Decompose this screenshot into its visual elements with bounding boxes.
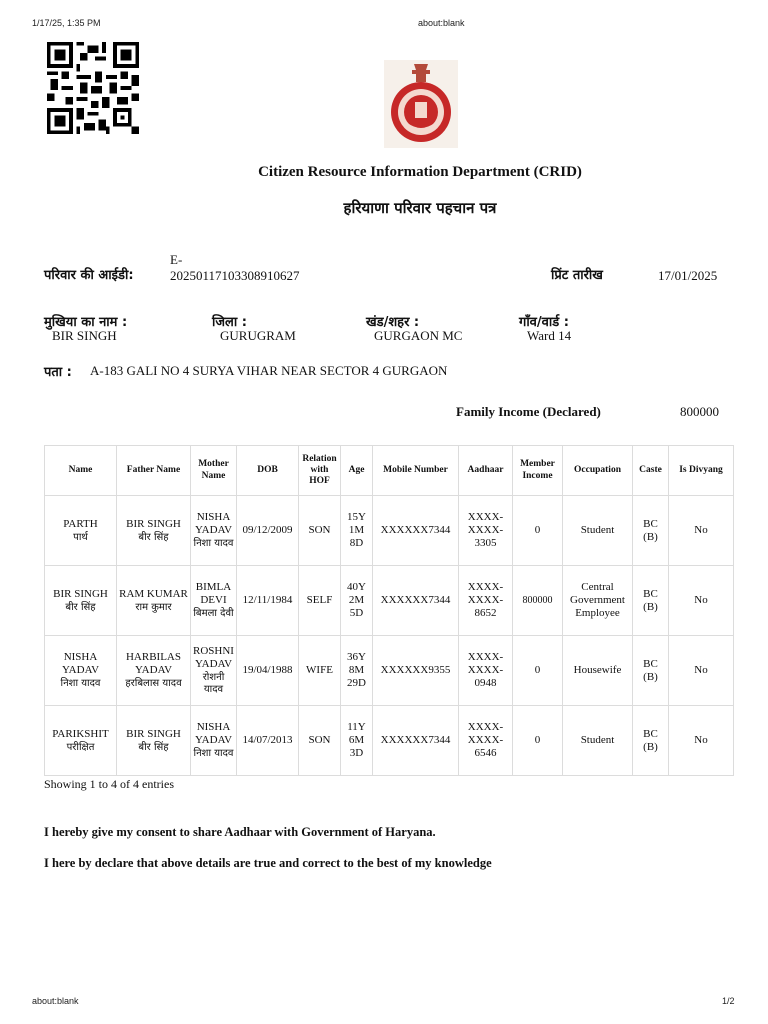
divyang-cell: No xyxy=(669,566,734,636)
relation-cell: SELF xyxy=(299,566,341,636)
table-row xyxy=(45,706,734,776)
col-member-income: Member Income xyxy=(513,446,563,496)
mother-name-hindi: रोशनी यादव xyxy=(202,671,225,696)
father-name: RAM KUMAR xyxy=(119,587,188,600)
print-date-label: प्रिंट तारीख xyxy=(551,268,603,283)
aadhaar-cell: XXXX-XXXX-0948 xyxy=(459,636,513,706)
age-cell: 15Y 1M 8D xyxy=(341,496,373,566)
page-number: 1/2 xyxy=(722,996,735,1006)
col-mother-name: Mother Name xyxy=(191,446,237,496)
member-name: PARTH xyxy=(63,517,98,530)
col-caste: Caste xyxy=(633,446,669,496)
member-name-cell xyxy=(45,496,117,566)
father-name-cell xyxy=(117,566,191,636)
father-name: BIR SINGH xyxy=(126,517,181,530)
dob-cell: 14/07/2013 xyxy=(237,706,299,776)
table-row xyxy=(45,496,734,566)
village-value: Ward 14 xyxy=(527,328,572,343)
occupation-cell: Housewife xyxy=(563,636,633,706)
col-age: Age xyxy=(341,446,373,496)
haryana-emblem-logo xyxy=(384,60,458,148)
member-name-cell xyxy=(45,566,117,636)
table-row xyxy=(45,636,734,706)
district-value: GURUGRAM xyxy=(220,328,296,343)
address-value: A-183 GALI NO 4 SURYA VIHAR NEAR SECTOR 4 GURGAON xyxy=(90,363,448,378)
address-label: पता : xyxy=(44,365,72,380)
member-name-hindi: निशा यादव xyxy=(60,677,101,689)
father-name-hindi: बीर सिंह xyxy=(138,741,169,753)
block-value: GURGAON MC xyxy=(374,328,463,343)
mother-name-cell xyxy=(191,566,237,636)
dob-cell: 09/12/2009 xyxy=(237,496,299,566)
aadhaar-consent-text: I hereby give my consent to share Aadhaar with Government of Haryana. xyxy=(44,825,436,839)
col-mobile: Mobile Number xyxy=(373,446,459,496)
table-header-row xyxy=(45,446,734,496)
qr-code xyxy=(44,42,142,134)
member-name: PARIKSHIT xyxy=(52,727,109,740)
divyang-cell: No xyxy=(669,636,734,706)
village-label: गाँव/वार्ड : xyxy=(519,315,569,330)
caste-cell: BC (B) xyxy=(633,566,669,636)
page-subtitle: हरियाणा परिवार पहचान पत्र xyxy=(343,199,497,217)
occupation-cell: Central Government Employee xyxy=(563,566,633,636)
member-name: BIR SINGH xyxy=(53,587,108,600)
divyang-cell: No xyxy=(669,706,734,776)
father-name-cell xyxy=(117,496,191,566)
member-income-cell: 0 xyxy=(513,636,563,706)
footer-url: about:blank xyxy=(32,996,79,1006)
member-income-cell: 0 xyxy=(513,706,563,776)
mother-name: NISHA YADAV xyxy=(194,721,233,747)
occupation-cell: Student xyxy=(563,496,633,566)
member-name-cell xyxy=(45,706,117,776)
aadhaar-cell: XXXX-XXXX-6546 xyxy=(459,706,513,776)
father-name: BIR SINGH xyxy=(126,727,181,740)
mother-name-cell xyxy=(191,636,237,706)
father-name-hindi: राम कुमार xyxy=(135,601,172,613)
col-relation: Relation with HOF xyxy=(299,446,341,496)
father-name: HARBILAS YADAV xyxy=(125,651,181,677)
member-income-cell: 800000 xyxy=(513,566,563,636)
table-row xyxy=(45,566,734,636)
mobile-cell: XXXXXX9355 xyxy=(373,636,459,706)
aadhaar-cell: XXXX-XXXX-3305 xyxy=(459,496,513,566)
member-name-hindi: पार्थ xyxy=(73,531,88,543)
mobile-cell: XXXXXX7344 xyxy=(373,706,459,776)
occupation-cell: Student xyxy=(563,706,633,776)
print-url: about:blank xyxy=(418,18,465,28)
page-title: Citizen Resource Information Department (CRID) xyxy=(258,164,582,180)
print-datetime: 1/17/25, 1:35 PM xyxy=(32,18,101,28)
block-label: खंड/शहर : xyxy=(366,315,420,330)
relation-cell: WIFE xyxy=(299,636,341,706)
member-name-hindi: बीर सिंह xyxy=(65,601,96,613)
member-name: NISHA YADAV xyxy=(61,651,100,677)
mobile-cell: XXXXXX7344 xyxy=(373,566,459,636)
col-divyang: Is Divyang xyxy=(669,446,734,496)
col-occupation: Occupation xyxy=(563,446,633,496)
dob-cell: 12/11/1984 xyxy=(237,566,299,636)
member-name-hindi: परीक्षित xyxy=(66,741,95,753)
father-name-hindi: हरबिलास यादव xyxy=(125,677,182,689)
district-label: जिला : xyxy=(212,315,247,330)
divyang-cell: No xyxy=(669,496,734,566)
age-cell: 11Y 6M 3D xyxy=(341,706,373,776)
print-date-value: 17/01/2025 xyxy=(658,268,718,283)
mother-name-hindi: निशा यादव xyxy=(193,747,234,759)
family-id-label: परिवार की आईडी: xyxy=(44,268,134,283)
relation-cell: SON xyxy=(299,706,341,776)
family-income-value: 800000 xyxy=(680,404,719,419)
col-father-name: Father Name xyxy=(117,446,191,496)
member-income-cell: 0 xyxy=(513,496,563,566)
dob-cell: 19/04/1988 xyxy=(237,636,299,706)
mother-name: ROSHNI YADAV xyxy=(193,644,234,670)
mother-name: NISHA YADAV xyxy=(194,511,233,537)
aadhaar-cell: XXXX-XXXX-8652 xyxy=(459,566,513,636)
declaration-text: I here by declare that above details are true and correct to the best of my knowledge xyxy=(44,856,492,870)
family-income-label: Family Income (Declared) xyxy=(456,404,601,419)
col-dob: DOB xyxy=(237,446,299,496)
mother-name-cell xyxy=(191,496,237,566)
mobile-cell: XXXXXX7344 xyxy=(373,496,459,566)
father-name-cell xyxy=(117,706,191,776)
father-name-cell xyxy=(117,636,191,706)
father-name-hindi: बीर सिंह xyxy=(138,531,169,543)
caste-cell: BC (B) xyxy=(633,706,669,776)
mother-name-hindi: निशा यादव xyxy=(193,537,234,549)
mother-name-cell xyxy=(191,706,237,776)
head-name-label: मुखिया का नाम : xyxy=(44,315,128,330)
mother-name: BIMLA DEVI xyxy=(195,581,232,607)
caste-cell: BC (B) xyxy=(633,496,669,566)
mother-name-hindi: बिमला देवी xyxy=(193,607,234,619)
family-id-value: 2025011710330891062​7 xyxy=(170,268,300,283)
caste-cell: BC (B) xyxy=(633,636,669,706)
entries-count: Showing 1 to 4 of 4 entries xyxy=(44,777,174,791)
family-id-prefix: E- xyxy=(170,252,183,267)
age-cell: 36Y 8M 29D xyxy=(341,636,373,706)
head-name-value: BIR SINGH xyxy=(52,328,117,343)
member-name-cell xyxy=(45,636,117,706)
age-cell: 40Y 2M 5D xyxy=(341,566,373,636)
family-members-table xyxy=(44,445,734,776)
col-name: Name xyxy=(45,446,117,496)
relation-cell: SON xyxy=(299,496,341,566)
col-aadhaar: Aadhaar xyxy=(459,446,513,496)
